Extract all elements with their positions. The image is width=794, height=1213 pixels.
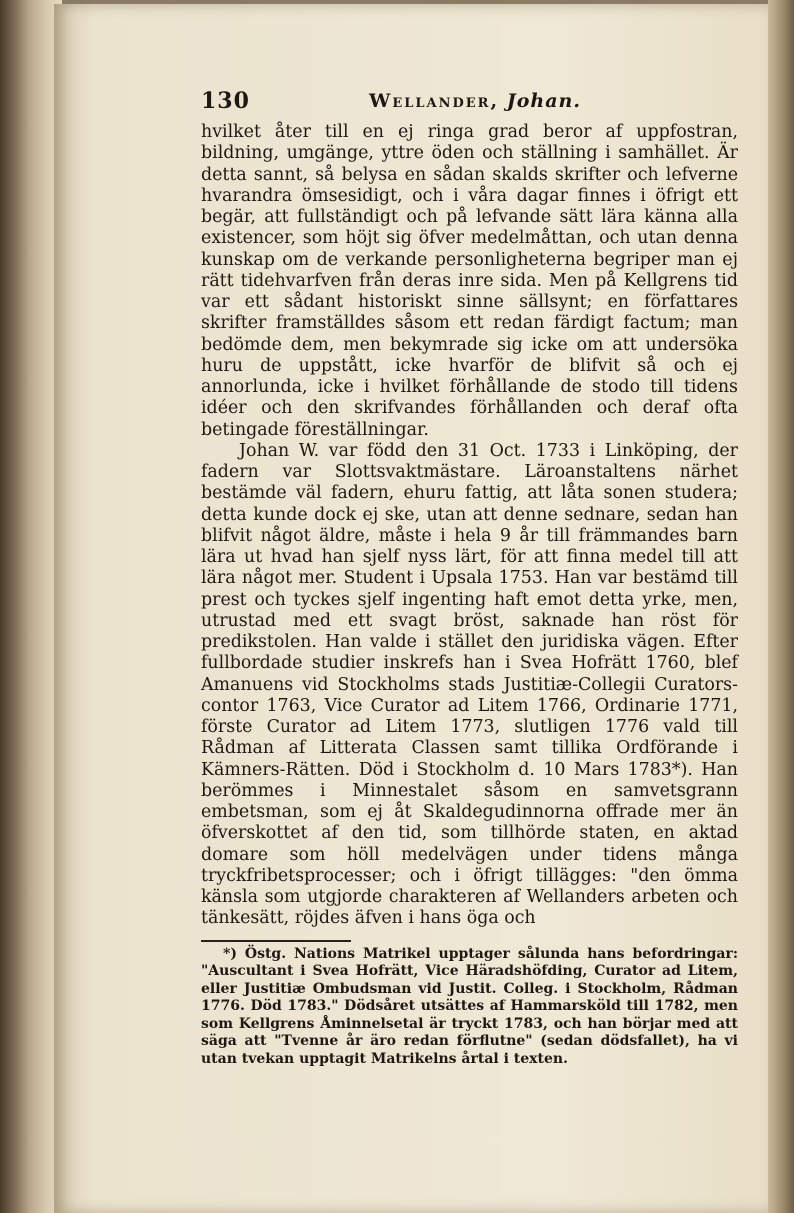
page-fore-edge bbox=[768, 0, 794, 1213]
page-header bbox=[201, 88, 738, 122]
body-paragraph: hvilket åter till en ej ringa grad beror af uppfostran, bildning, umgänge, yttre öden och ställning i samhället. Är detta sannt, så belysa en sådan skalds skrifter och lefverne hvarandra ömsesidigt, och i våra dagar finnes i öfrigt ett begär, att fullständigt och på lefvande sätt lära känna alla existencer, som höjt sig öfver medelmåttan, och utan denna kunskap om de verkande personligheterna begriper man ej rätt tidehvarfven från deras inre sida. Men på Kellgrens tid var ett sådant historiskt sinne sällsynt; en författares skrifter framställdes såsom ett redan färdigt factum; man bedömde dem, men bekymrade sig icke om att undersöka huru de uppstått, icke hvarför de blifvit så och ej annorlunda, icke i hvilket förhållande de stodo till tidens idéer och den skrifvandes förhållanden och deraf ofta betingade föreställningar. bbox=[201, 122, 738, 440]
page-text-block bbox=[201, 88, 738, 1069]
footnote-text: *) Östg. Nations Matrikel upptager sålunda hans befordringar: "Auscultant i Svea Hofrätt, Vice Häradshöfding, Curator ad Litem, eller Justitiæ Ombudsman vid Justit. Colleg. i Stockholm, Rådman 1776. Död 1783." Dödsåret utsättes af Hammarsköld till 1782, men som Kellgrens Åminnelsetal är tryckt 1783, och han börjar med att säga att "Tvenne år äro redan förflutne" (sedan dödsfallet), ha vi utan tvekan upptagit Matrikelns årtal i texten. bbox=[201, 945, 738, 1068]
running-head-given-name: Johan. bbox=[506, 90, 581, 112]
footnote bbox=[201, 946, 738, 1069]
body-text bbox=[201, 122, 738, 930]
page-number: 130 bbox=[201, 88, 250, 114]
book-spine-shadow bbox=[0, 0, 62, 1213]
running-head bbox=[369, 90, 581, 112]
footnote-rule bbox=[201, 940, 351, 942]
running-head-surname: Wellander, bbox=[369, 90, 500, 112]
body-paragraph: Johan W. var född den 31 Oct. 1733 i Linköping, der fadern var Slottsvaktmästare. Läroanstaltens närhet bestämde väl fadern, ehuru fattig, att låta sonen studera; detta kunde dock ej ske, utan att denne sednare, sedan han blifvit något äldre, måste i hela 9 år till främmandes barn lära ut hvad han sjelf nyss lärt, för att finna medel till att lära något mer. Student i Upsala 1753. Han var bestämd till prest och tyckes sjelf ingenting haft emot detta yrke, men, utrustad med ett svagt bröst, saknade han röst för predikstolen. Han valde i stället den juridiska vägen. Efter fullbordade studier inskrefs han i Svea Hofrätt 1760, blef Amanuens vid Stockholms stads Justitiæ-Collegii Curators-contor 1763, Vice Curator ad Litem 1766, Ordinarie 1771, förste Curator ad Litem 1773, slutligen 1776 vald till Rådman af Litterata Classen samt tillika Ordförande i Kämners-Rätten. Död i Stockholm d. 10 Mars 1783*). Han berömmes i Minnestalet såsom en samvetsgrann embetsman, som ej åt Skaldegudinnorna offrade mer än öfverskottet af den tid, som tillhörde staten, en aktad domare som höll medelvägen under tidens många tryckfribetsprocesser; och i öfrigt tillägges: "den ömma känsla som utgjorde charakteren af Wellanders arbeten och tänkesätt, röjdes äfven i hans öga och bbox=[201, 440, 738, 929]
